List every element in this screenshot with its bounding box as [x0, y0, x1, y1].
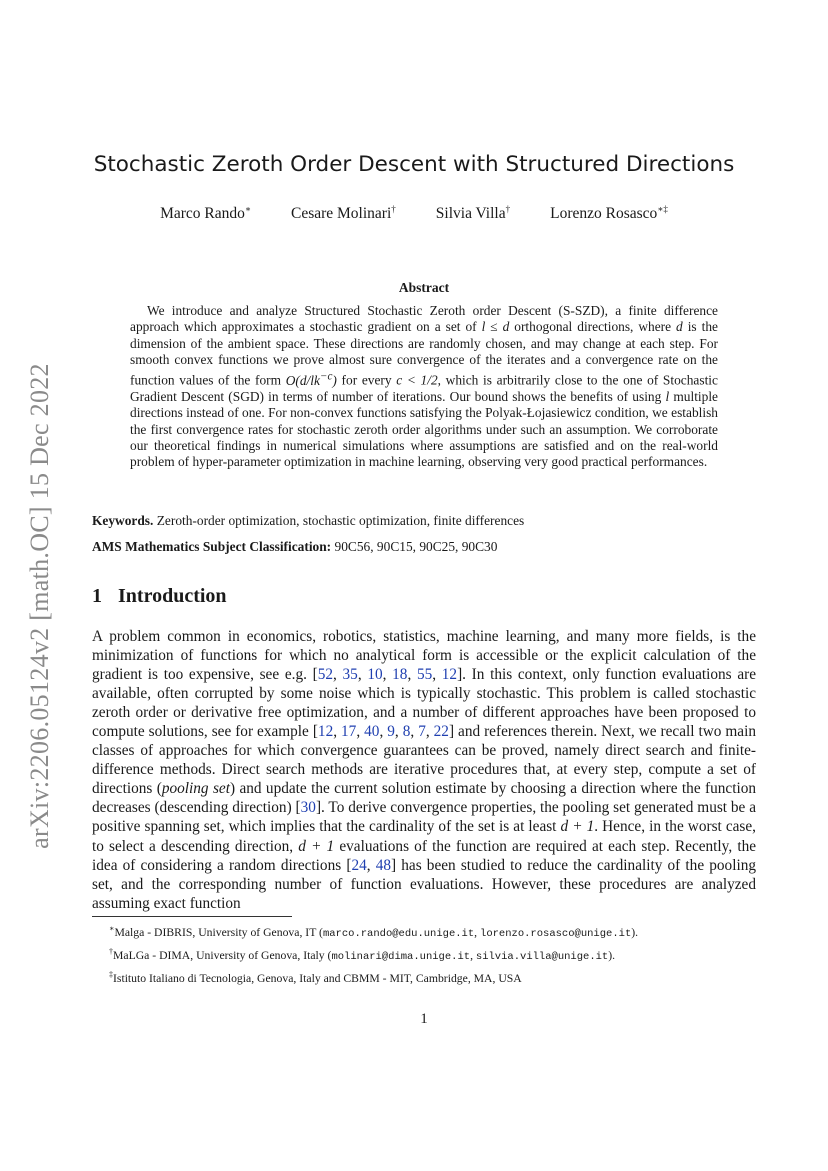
footnote: †MaLGa - DIMA, University of Genova, Italy (molinari@dima.unige.it, silvia.villa@unige.it).: [109, 946, 616, 963]
section-heading: [92, 585, 227, 608]
abstract-heading: Abstract: [398, 280, 450, 295]
author-name: Lorenzo Rosasco: [550, 205, 658, 223]
ams-classification: [92, 539, 752, 555]
keywords: [92, 513, 752, 529]
footnote: [109, 966, 759, 988]
citation-link[interactable]: 40: [364, 723, 380, 741]
body-text: evaluations of the function are required at each step. Recently, the idea of considering a random directions [: [92, 837, 757, 874]
citation-link[interactable]: 52: [317, 666, 333, 684]
math-base: O(d/lk: [285, 372, 320, 388]
body-text: ) and update the current solution estimate by choosing a direction where the function decreases (descending direction) [: [92, 780, 756, 817]
abstract-text-segment: We introduce and analyze Structured Stochastic Zeroth order Descent (S-SZD), a finite difference approach which approximates a stochastic gradient on a set of: [130, 303, 718, 335]
abstract-math: c < 1/2: [396, 372, 438, 388]
citation-link[interactable]: 8: [402, 723, 411, 741]
citation-link[interactable]: 12: [317, 723, 334, 741]
abstract-math: l ≤ d: [481, 319, 510, 335]
ams-label: AMS Mathematics Subject Classification:: [92, 539, 332, 554]
email-address: silvia.villa@unige.it: [475, 950, 609, 963]
author: [160, 204, 251, 223]
body-text: A problem common in economics, robotics, statistics, machine learning, and many more fields, is the minimization of functions for which no analytical form is accessible or the explicit calculation of the gradient is too expensive, see e.g. [: [92, 628, 756, 684]
author: [436, 204, 510, 223]
footnote-text: Istituto Italiano di Tecnologia, Genova, Italy and CBMM - MIT, Cambridge, MA, USA: [113, 971, 522, 985]
citation-link[interactable]: 10: [367, 666, 383, 684]
abstract-text-segment: for every: [336, 372, 397, 388]
footnote-end: ).: [608, 948, 616, 962]
keywords-label: Keywords.: [92, 513, 154, 528]
author-mark: †: [391, 204, 396, 214]
author-name: Cesare Molinari: [290, 205, 392, 223]
abstract-math: [285, 370, 337, 388]
citation-link[interactable]: 30: [300, 799, 316, 817]
inline-math: d + 1: [298, 837, 335, 855]
abstract-math: d: [676, 319, 683, 335]
body-text: ] and references therein. Next, we recall two main classes of approaches for which convergence guarantees can be proved, namely direct search and finite-difference methods. Direct search methods are iterative procedures that, at every step, compute a set of directions (: [92, 723, 756, 798]
abstract-text-segment: multiple directions instead of one. For non-convex functions satisfying the Polyak-Łojasiewicz condition, we establish the first convergence rates for stochastic zeroth order algorithms under such an assumption. We corroborate our theoretical findings in numerical simulations where assumptions are satisfied and on the real-world problem of hyper-parameter optimization in machine learning, observing very good practical performances.: [130, 388, 718, 470]
body-text: ] has been studied to reduce the cardinality of the pooling set, and the corresponding number of function evaluations. However, these procedures are analyzed assuming exact function: [92, 856, 757, 912]
math-exponent: −c: [319, 370, 333, 383]
email-address: lorenzo.rosasco@unige.it: [480, 927, 632, 940]
abstract-text-segment: , which is arbitrarily close to the one of Stochastic Gradient Descent (SGD) in terms of number of iterations. Our bound shows the benefits of using: [130, 372, 718, 404]
page-number: 1: [420, 1011, 428, 1027]
ams-codes: 90C56, 90C15, 90C25, 90C30: [334, 539, 498, 554]
footnote-end: ).: [631, 925, 639, 939]
citation-link[interactable]: 35: [342, 666, 358, 684]
abstract-math: l: [665, 388, 670, 404]
author: [291, 204, 396, 223]
author-list: [0, 204, 828, 223]
paper-title: Stochastic Zeroth Order Descent with Structured Directions: [93, 152, 735, 177]
footnote-text: Malga - DIBRIS, University of Genova, IT (: [114, 925, 323, 939]
author-mark: ∗‡: [657, 204, 668, 214]
author-mark: ∗: [244, 204, 251, 214]
citation-link[interactable]: 22: [433, 723, 449, 741]
footnotes: [109, 920, 759, 988]
footnote-text: MaLGa - DIMA, University of Genova, Italy (: [113, 948, 332, 962]
introduction-paragraph: A problem common in economics, robotics, statistics, machine learning, and many more fields, is the minimization of functions for which no analytical form is accessible or the explicit calculation of the gradient is too expensive, see e.g. [52, 35, 10, 18, 55, 12]. In this context, only function evaluations are available, often corrupted by some noise which is typically stochastic. This problem is called stochastic zeroth order or derivative free optimization, and a number of different approaches have been proposed to compute solutions, see for example [12, 17, 40, 9, 8, 7, 22] and references therein. Next, we recall two main classes of approaches for which convergence guarantees can be proved, namely direct search and finite-difference methods. Direct search methods are iterative procedures that, at every step, compute a set of directions (pooling set) and update the current solution estimate by choosing a direction where the function decreases (descending direction) [30]. To derive convergence properties, the pooling set generated must be a positive spanning set, which implies that the cardinality of the set is at least d + 1. Hence, in the worst case, to select a descending direction, d + 1 evaluations of the function are required at each step. Recently, the idea of considering a random directions [24, 48] has been studied to reduce the cardinality of the pooling set, and the corresponding number of function evaluations. However, these procedures are analyzed assuming exact function: [92, 628, 757, 912]
citation-link[interactable]: 12: [441, 666, 458, 684]
abstract-text-segment: is the dimension of the ambient space. These directions are randomly chosen, and may change at each step. For smooth convex functions we prove almost sure convergence of the iterates and a convergence rate on the function values of the form: [130, 319, 718, 388]
email-address: marco.rando@edu.unige.it: [322, 927, 475, 940]
footnote-divider: [92, 916, 292, 917]
citation-link[interactable]: 55: [416, 666, 433, 684]
body-text: . Hence, in the worst case, to select a descending direction,: [92, 818, 756, 855]
footnote-mark: ‡: [109, 969, 113, 979]
citation-link[interactable]: 18: [392, 666, 408, 684]
citation-link[interactable]: 48: [375, 856, 392, 874]
arxiv-stamp-text: arXiv:2206.05124v2 [math.OC] 15 Dec 2022: [25, 362, 55, 849]
emphasis-term: pooling set: [161, 780, 230, 798]
body-text: ]. To derive convergence properties, the pooling set generated must be a positive spanning set, which implies that the cardinality of the set is at least: [92, 799, 756, 836]
math-end: ): [332, 372, 337, 388]
section-number: 1: [92, 585, 102, 607]
footnote: ∗Malga - DIBRIS, University of Genova, IT (marco.rando@edu.unige.it, lorenzo.rosasco@unige.it).: [109, 924, 639, 940]
inline-math: d + 1: [560, 818, 595, 836]
footnote-mark: †: [109, 946, 113, 956]
citation-link[interactable]: 24: [351, 856, 367, 874]
footnote-mark: ∗: [109, 924, 115, 933]
author: [550, 204, 668, 223]
author-name: Marco Rando: [160, 205, 245, 223]
author-name: Silvia Villa: [435, 205, 506, 223]
abstract-text-segment: orthogonal directions, where: [509, 319, 677, 335]
citation-link[interactable]: 17: [341, 723, 357, 741]
email-address: molinari@dima.unige.it: [331, 950, 471, 963]
arxiv-identifier-stamp: [18, 343, 62, 868]
citation-link[interactable]: 9: [387, 723, 395, 741]
keywords-text: Zeroth-order optimization, stochastic optimization, finite differences: [156, 513, 525, 528]
citation-link[interactable]: 7: [418, 723, 426, 741]
section-title: Introduction: [118, 585, 227, 607]
abstract-body: [130, 303, 718, 470]
body-text: ]. In this context, only function evaluations are available, often corrupted by some noise which is typically stochastic. This problem is called stochastic zeroth order or derivative free optimization, and a number of different approaches have been proposed to compute solutions, see for example [: [92, 666, 756, 741]
author-mark: †: [505, 204, 511, 214]
